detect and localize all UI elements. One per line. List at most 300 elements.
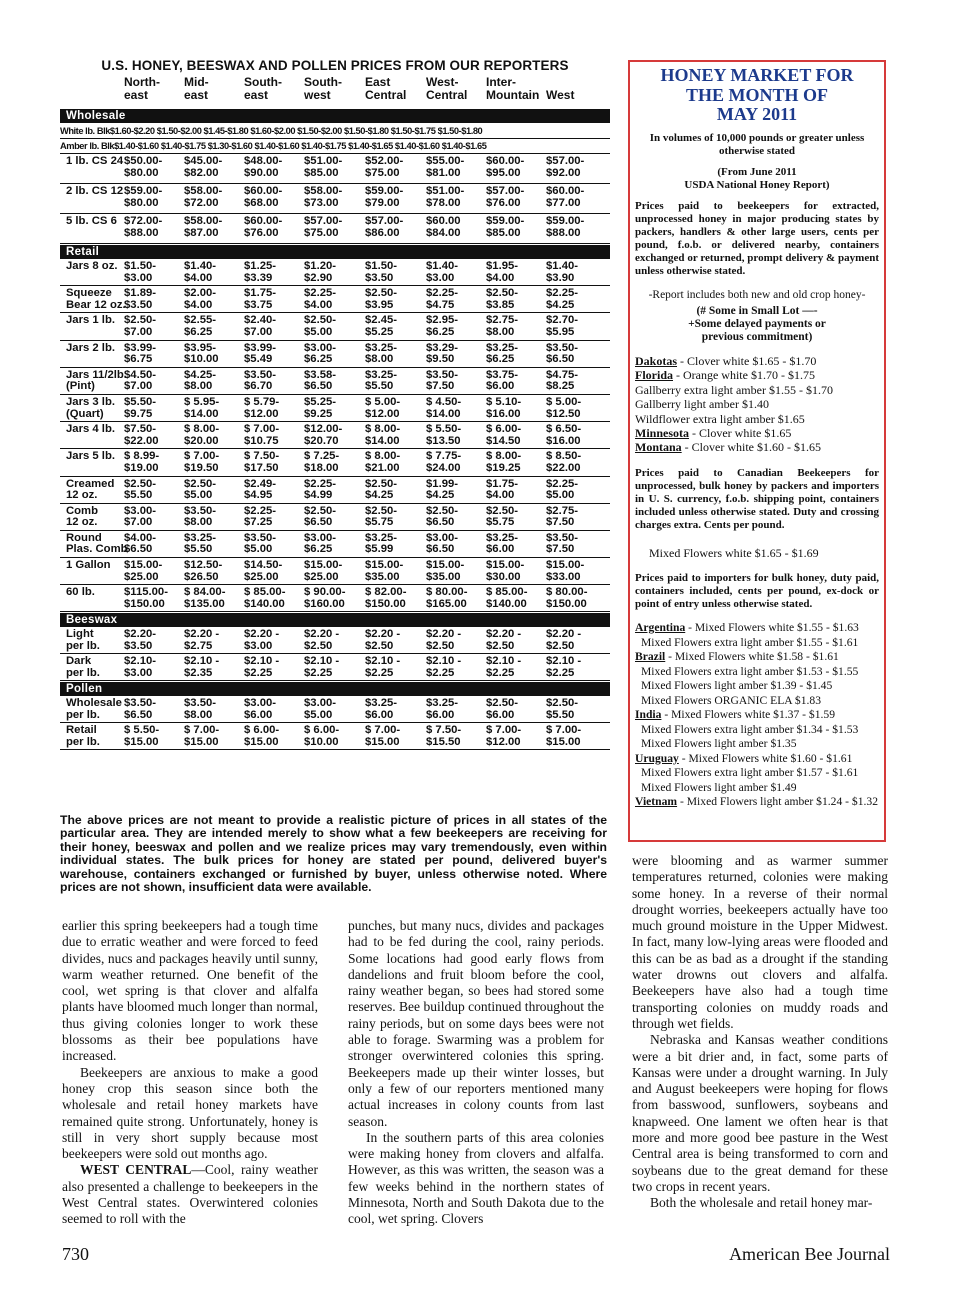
importer-prices-intro: Prices paid to importers for bulk honey, duty paid, containers included, cents per pound, ex-dock or point of entry unless otherwise stated.	[635, 572, 879, 611]
price-row	[60, 370, 610, 395]
wholesale-header: Wholesale	[60, 109, 610, 123]
price-cell: $ 5.79- $12.00	[244, 395, 280, 420]
region-label: east	[124, 87, 149, 102]
price-text: - Orange white $1.70 - $1.75	[673, 368, 815, 383]
price-cell: $2.40- $7.00	[244, 314, 277, 338]
price-cell: $2.25- $4.25	[546, 287, 579, 311]
paragraph	[62, 1162, 318, 1227]
market-title-line: MAY 2011	[716, 104, 798, 124]
region-header-row	[60, 76, 610, 106]
price-cell: $ 80.00- $150.00	[546, 586, 588, 610]
price-cell: $ 84.00- $135.00	[184, 586, 226, 610]
row-label: Retail per lb.	[66, 724, 100, 749]
paragraph: were blooming and as warmer summer temperatures returned, colonies were making some honey. In a reverse of their normal drought worries, beekeepers actually have too much ground moisture in the Upper Midwest. In fact, many low-lying areas were flooded and this can be as bad as a drought if the standing water drowns out clovers and alfalfa. Beekeepers have also had a tough time transporting colonies on muddy roads and through wet fields.	[632, 853, 888, 1031]
price-cell: $1.40- $4.00	[184, 260, 217, 284]
row-label: Squeeze Bear 12 oz.	[66, 287, 126, 311]
price-cell: $60.00- $95.00	[486, 155, 525, 179]
price-cell: $ 7.00- $15.00	[546, 724, 582, 749]
price-cell: $2.20 - $2.50	[486, 628, 522, 653]
row-label: Wholesale per lb.	[66, 697, 122, 722]
price-cell: $5.25- $9.25	[304, 395, 337, 420]
price-cell: $ 7.75- $24.00	[426, 450, 462, 474]
beeswax-header: Beeswax	[60, 613, 610, 627]
price-cell: $3.00- $6.25	[304, 531, 337, 556]
price-cell: $ 5.95- $14.00	[184, 395, 220, 420]
price-table-title: U.S. HONEY, BEESWAX AND POLLEN PRICES FROM OUR REPORTERS	[101, 58, 569, 73]
paragraph: Nebraska and Kansas weather conditions were a bit drier and, in fact, some parts of Kansas were under a drought warning. In July and August beekeepers were hoping for flows from basswood, sunflowers, soybeans and knapweed. One lament we often hear is that more and more good bee pasture in the West Central area is being transformed to corn and soybeans due to the great demand for these two crops in recent years.	[632, 1032, 888, 1194]
price-cell: $1.75- $4.00	[486, 477, 519, 502]
state-name: Dakotas	[635, 353, 678, 368]
price-row	[60, 698, 610, 723]
price-cell: $2.10- $3.00	[124, 655, 157, 680]
price-cell: $3.00- $6.25	[304, 341, 337, 366]
import-price-entry	[635, 781, 879, 796]
article-column-2	[348, 918, 604, 1228]
price-cell: $2.10 - $2.25	[546, 655, 582, 680]
us-prices-intro: Prices paid to beekeepers for extracted, unprocessed honey in major producing states by packers, handlers & other large users, cents per pound, f.o.b. or delivered nearby, containers exchanged or returned, prompt delivery & payment unless otherwise stated.	[635, 199, 879, 277]
us-price-entry	[635, 368, 879, 382]
price-text: Mixed Flowers extra light amber $1.53 - $1.55	[641, 664, 859, 678]
row-label: 1 Gallon	[66, 559, 111, 572]
price-cell: $ 6.00- $14.50	[486, 423, 522, 447]
us-price-entry	[635, 354, 879, 368]
canada-price-entry: Mixed Flowers white $1.65 - $1.69	[649, 545, 819, 560]
pollen-header: Pollen	[60, 682, 610, 696]
price-text: - Clover white $1.60 - $1.65	[681, 440, 821, 455]
import-price-entry	[635, 708, 879, 723]
price-cell: $58.00- $72.00	[184, 185, 223, 209]
region-label: east	[184, 87, 209, 102]
import-price-entry	[635, 752, 879, 767]
price-cell: $60.00 $84.00	[426, 215, 461, 239]
price-text: Gallberry extra light amber $1.55 - $1.70	[635, 382, 833, 397]
price-cell: $2.50- $5.00	[184, 477, 217, 502]
region-label	[546, 76, 574, 89]
canada-prices-intro: Prices paid to Canadian Beekeepers for unprocessed, bulk honey by packers and importers in U. S. currency, f.o.b. shipping point, containers included unless otherwise stated. Duty and crossing charges extra. Cents per pound.	[635, 466, 879, 531]
price-cell: $ 90.00- $160.00	[304, 586, 346, 610]
price-cell: $3.00- $6.00	[244, 697, 277, 722]
region-label: North-	[124, 75, 160, 89]
price-cell: $ 7.00- $19.50	[184, 450, 220, 474]
region-header	[124, 76, 160, 101]
price-cell: $3.25- $6.00	[365, 697, 398, 722]
price-cell: $60.00- $77.00	[546, 185, 585, 209]
region-label: Inter-	[486, 75, 516, 89]
region-header	[546, 76, 574, 101]
import-price-list	[635, 621, 879, 810]
price-text: - Mixed Flowers light amber $1.24 - $1.32	[677, 795, 879, 809]
price-cell: $59.00- $85.00	[486, 215, 525, 239]
price-cell: $2.10 - $2.25	[365, 655, 401, 680]
price-cell: $2.00- $4.00	[184, 287, 217, 311]
price-cell: $2.20 - $2.50	[546, 628, 582, 653]
price-cell: $ 4.50- $14.00	[426, 395, 462, 420]
price-cell: $3.25- $6.00	[426, 697, 459, 722]
price-cell: $ 8.50- $22.00	[546, 450, 582, 474]
price-cell: $72.00- $88.00	[124, 215, 163, 239]
price-cell: $15.00- $30.00	[486, 559, 525, 583]
us-price-entry	[635, 426, 879, 440]
price-cell: $ 6.50- $16.00	[546, 423, 582, 447]
price-cell: $2.50- $3.95	[365, 287, 398, 311]
row-label: Creamed 12 oz.	[66, 477, 115, 502]
country-name: India	[635, 708, 662, 722]
price-cell: $2.50- $5.75	[486, 504, 519, 529]
price-row	[60, 451, 610, 476]
price-cell: $2.10 - $2.25	[304, 655, 340, 680]
price-cell: $1.95- $4.00	[486, 260, 519, 284]
price-cell: $1.40- $3.00	[426, 260, 459, 284]
market-title-line: THE MONTH OF	[685, 84, 828, 105]
price-row	[60, 397, 610, 422]
row-label: Jars 4 lb.	[66, 423, 115, 436]
price-cell: $59.00- $80.00	[124, 185, 163, 209]
price-cell: $3.50- $6.50	[124, 697, 157, 722]
price-cell: $2.50- $6.50	[304, 504, 337, 529]
state-name: Montana	[635, 440, 682, 455]
price-cell: $2.25- $4.75	[426, 287, 459, 311]
price-text: Gallberry light amber $1.40	[635, 397, 769, 412]
import-price-entry	[635, 694, 879, 709]
price-cell: $3.50- $6.50	[546, 341, 579, 366]
price-cell: $2.50- $6.00	[486, 697, 519, 722]
honey-market-box	[628, 60, 886, 842]
us-price-list	[635, 354, 879, 455]
price-cell: $ 8.00- $14.00	[365, 423, 401, 447]
price-row	[60, 506, 610, 531]
price-cell: $3.00- $5.00	[304, 697, 337, 722]
price-cell: $3.25- $8.00	[365, 341, 398, 366]
paragraph: punches, but many nucs, divides and packages had to be fed during the cool, rainy periods. Some locations had good early flows from dandelions and fruit bloom before the cool, rainy weather began, so bees had stored some reserves. Bee buildup continued throughout the rainy periods, but on some days bees were not able to forage. Swarming was a problem for stronger overwintered colonies this spring. Beekeepers made up their winter losses, but only a few of our reporters mentioned many actual increases in colony counts from last season.	[348, 918, 604, 1129]
price-text: - Mixed Flowers white $1.58 - $1.61	[665, 650, 839, 664]
price-cell: $2.25- $4.00	[304, 287, 337, 311]
price-cell: $2.20 - $2.50	[304, 628, 340, 653]
price-cell: $2.50- $3.85	[486, 287, 519, 311]
state-name: Florida	[635, 368, 673, 383]
price-cell: $2.50- $4.25	[365, 477, 398, 502]
price-cell: $2.75- $7.50	[546, 504, 579, 529]
price-cell: $3.95- $10.00	[184, 341, 219, 366]
price-cell: $ 5.10- $16.00	[486, 395, 522, 420]
price-cell: $51.00- $85.00	[304, 155, 343, 179]
row-label: 2 lb. CS 12	[66, 185, 124, 197]
price-row	[60, 629, 610, 654]
price-cell: $15.00- $35.00	[365, 559, 404, 583]
price-row	[60, 315, 610, 340]
price-cell: $48.00- $90.00	[244, 155, 283, 179]
price-cell: $45.00- $82.00	[184, 155, 223, 179]
price-cell: $2.10 - $2.25	[244, 655, 280, 680]
price-cell: $60.00- $68.00	[244, 185, 283, 209]
price-text: - Mixed Flowers white $1.60 - $1.61	[678, 751, 853, 765]
row-label: Jars 5 lb.	[66, 450, 115, 463]
report-note: -Report includes both new and old crop honey-	[648, 288, 866, 301]
price-text: Mixed Flowers extra light amber $1.34 - $1.53	[641, 722, 859, 736]
price-cell: $1.40- $3.90	[546, 260, 579, 284]
region-label: east	[244, 87, 269, 102]
price-cell: $2.10 - $2.35	[184, 655, 220, 680]
delayed-note-2: previous commitment)	[701, 330, 813, 343]
price-cell: $1.50- $3.50	[365, 260, 398, 284]
price-cell: $1.20- $2.90	[304, 260, 337, 284]
price-cell: $2.50- $5.50	[124, 477, 157, 502]
import-price-entry	[635, 621, 879, 636]
price-cell: $3.25- $5.99	[365, 531, 398, 556]
price-cell: $3.25- $6.00	[486, 531, 519, 556]
price-row	[60, 587, 610, 612]
price-cell: $ 8.99- $19.00	[124, 450, 160, 474]
price-cell: $ 5.00- $12.00	[365, 395, 401, 420]
row-label: Dark per lb.	[66, 655, 100, 680]
us-price-entry	[635, 397, 879, 411]
price-cell: $1.89- $3.50	[124, 287, 157, 311]
price-row	[60, 261, 610, 286]
price-cell: $55.00- $81.00	[426, 155, 465, 179]
price-cell: $3.99- $6.75	[124, 341, 157, 366]
price-cell: $ 6.00- $15.00	[244, 724, 280, 749]
price-text: Mixed Flowers light amber $1.49	[641, 780, 797, 794]
price-text: Mixed Flowers light amber $1.35	[641, 737, 797, 751]
region-header	[365, 76, 406, 101]
region-label: West-	[426, 75, 459, 89]
price-cell: $ 5.50- $15.00	[124, 724, 160, 749]
price-cell: $59.00- $79.00	[365, 185, 404, 209]
price-cell: $ 7.00- $10.75	[244, 423, 280, 447]
region-label: South-	[304, 75, 342, 89]
price-cell: $51.00- $78.00	[426, 185, 465, 209]
region-label: Central	[426, 87, 468, 102]
price-cell: $ 82.00- $150.00	[365, 586, 407, 610]
price-cell: $ 85.00- $140.00	[486, 586, 528, 610]
price-cell: $7.50- $22.00	[124, 423, 159, 447]
row-label: Jars 1 lb.	[66, 314, 115, 327]
price-cell: $2.50- $6.50	[426, 504, 459, 529]
region-header	[304, 76, 342, 101]
price-text: - Mixed Flowers white $1.55 - $1.63	[685, 621, 859, 635]
price-cell: $2.55- $6.25	[184, 314, 217, 338]
price-cell: $2.25- $4.99	[304, 477, 337, 502]
row-label: 5 lb. CS 6	[66, 215, 117, 227]
price-cell: $2.10 - $2.25	[426, 655, 462, 680]
price-row	[60, 186, 610, 214]
price-cell: $2.25- $7.25	[244, 504, 277, 529]
price-cell: $ 7.25- $18.00	[304, 450, 340, 474]
paragraph: earlier this spring beekeepers had a tough time due to erratic weather and were forced to feed divides, nucs and packages heavily until sunny, warm weather returned. One benefit of the cool, wet spring is that clover and alfalfa plants have bloomed much longer than normal, thus giving colonies longer to work these blossoms as their bee populations have increased.	[62, 918, 318, 1064]
country-name: Argentina	[635, 621, 686, 635]
price-text: - Mixed Flowers white $1.37 - $1.59	[661, 708, 836, 722]
price-cell: $4.75- $8.25	[546, 368, 579, 393]
price-row	[60, 560, 610, 585]
small-lot-note: (# Some in Small Lot —-	[696, 304, 818, 317]
import-price-entry	[635, 665, 879, 680]
price-cell: $3.25- $6.25	[486, 341, 519, 366]
state-name: Minnesota	[635, 425, 689, 440]
price-cell: $3.50- $6.70	[244, 368, 277, 393]
region-header	[426, 76, 467, 101]
price-cell: $2.10 - $2.25	[486, 655, 522, 680]
price-cell: $115.00- $150.00	[124, 586, 168, 610]
price-row	[60, 533, 610, 558]
price-text: Mixed Flowers light amber $1.39 - $1.45	[641, 679, 833, 693]
price-cell: $2.50- $7.00	[124, 314, 157, 338]
price-cell: $1.99- $4.25	[426, 477, 459, 502]
price-cell: $2.20- $3.50	[124, 628, 157, 653]
price-cell: $ 7.00- $15.00	[365, 724, 401, 749]
row-label: Jars 8 oz.	[66, 260, 118, 272]
region-header	[244, 76, 282, 101]
price-cell: $57.00- $76.00	[486, 185, 525, 209]
price-table-note: The above prices are not meant to provide a realistic picture of prices in all states of the particular area. They are intended merely to show what a few beekeepers are receiving for their honey, beeswax and pollen and we realize prices may vary tremendously, even within individual states. The bulk prices for honey are stated per pound, delivered buyer's warehouse, containers exchanged or furnished by buyer, unless otherwise noted. Where prices are not shown, insufficient data were available.	[60, 813, 607, 895]
paragraph: Beekeepers are anxious to make a good honey crop this season since both the wholesale and retail honey markets have remained quite strong. Unfortunately, honey is still in very short supply because most beekeepers were sold out months ago.	[62, 1064, 318, 1162]
region-label: West	[546, 87, 575, 102]
import-price-entry	[635, 737, 879, 752]
price-cell: $ 8.00- $19.25	[486, 450, 522, 474]
import-price-entry	[635, 723, 879, 738]
price-cell: $2.50- $5.75	[365, 504, 398, 529]
price-cell: $60.00- $76.00	[244, 215, 283, 239]
delayed-note-1: +Some delayed payments or	[688, 317, 826, 330]
price-row	[60, 725, 610, 750]
region-label: Mountain	[486, 87, 540, 102]
source-line-1: (From June 2011	[717, 165, 797, 178]
import-price-entry	[635, 679, 879, 694]
row-label: Round Plas. Comb	[66, 531, 128, 556]
price-cell: $57.00- $75.00	[304, 215, 343, 239]
price-cell: $1.75- $3.75	[244, 287, 277, 311]
price-cell: $ 5.50- $13.50	[426, 423, 462, 447]
bulk-price-row: White lb. Blk$1.60-$2.20 $1.50-$2.00 $1.45-$1.80 $1.60-$2.00 $1.50-$2.00 $1.50-$1.80 $1.50-$1.75 $1.50-$1.80	[60, 124, 610, 139]
price-text: Mixed Flowers ORGANIC ELA $1.83	[641, 693, 822, 707]
price-cell: $3.50- $7.50	[426, 368, 459, 393]
price-cell: $12.00- $20.70	[304, 423, 343, 447]
market-box-title	[635, 66, 879, 125]
paragraph: In the southern parts of this area colonies were making honey from clovers and alfalfa. However, as this was written, the season was a few weeks behind in the northern states of Minnesota, North and South Dakota due to the cool, wet spring. Clovers	[348, 1129, 604, 1227]
price-cell: $ 7.00- $12.00	[486, 724, 522, 749]
price-row	[60, 656, 610, 681]
price-cell: $ 7.00- $15.00	[184, 724, 220, 749]
price-cell: $2.70- $5.95	[546, 314, 579, 338]
market-title-line: HONEY MARKET FOR	[660, 65, 854, 85]
price-row	[60, 424, 610, 449]
country-name: Vietnam	[635, 795, 678, 809]
price-cell: $4.25- $8.00	[184, 368, 217, 393]
row-label: Jars 11/2lb. (Pint)	[66, 368, 127, 393]
price-cell: $52.00- $75.00	[365, 155, 404, 179]
price-text: Mixed Flowers extra light amber $1.55 - $1.61	[641, 635, 859, 649]
price-cell: $12.50- $26.50	[184, 559, 223, 583]
us-price-entry	[635, 383, 879, 397]
price-cell: $50.00- $80.00	[124, 155, 163, 179]
region-label: Mid-	[184, 75, 209, 89]
price-cell: $3.29- $9.50	[426, 341, 459, 366]
country-name: Uruguay	[635, 751, 679, 765]
price-cell: $2.20 - $2.50	[365, 628, 401, 653]
price-table	[60, 108, 610, 750]
price-text: - Clover white $1.65	[689, 425, 792, 440]
price-row	[60, 156, 610, 184]
import-price-entry	[635, 766, 879, 781]
price-cell: $ 5.00- $12.50	[546, 395, 582, 420]
price-cell: $ 7.50- $15.50	[426, 724, 462, 749]
volumes-note: In volumes of 10,000 pounds or greater unless otherwise stated	[649, 131, 865, 157]
price-cell: $59.00- $88.00	[546, 215, 585, 239]
page-number: 730	[62, 1244, 89, 1264]
region-label: South-	[244, 75, 282, 89]
price-row	[60, 479, 610, 504]
price-cell: $ 80.00- $165.00	[426, 586, 468, 610]
price-cell: $ 8.00- $21.00	[365, 450, 401, 474]
import-price-entry	[635, 636, 879, 651]
import-price-entry	[635, 650, 879, 665]
row-label: Comb 12 oz.	[66, 504, 99, 529]
price-cell: $2.95- $6.25	[426, 314, 459, 338]
price-text: - Clover white $1.65 - $1.70	[677, 353, 817, 368]
price-cell: $2.20 - $3.00	[244, 628, 280, 653]
price-row	[60, 343, 610, 368]
row-label: Jars 2 lb.	[66, 341, 115, 354]
price-cell: $15.00- $33.00	[546, 559, 585, 583]
retail-header: Retail	[60, 245, 610, 259]
price-cell: $2.20 - $2.75	[184, 628, 220, 653]
region-header	[486, 76, 539, 101]
price-cell: $5.50- $9.75	[124, 395, 157, 420]
price-cell: $15.00- $25.00	[124, 559, 163, 583]
import-price-entry	[635, 795, 879, 810]
price-cell: $4.00- $6.50	[124, 531, 157, 556]
row-label: Jars 3 lb. (Quart)	[66, 395, 115, 420]
journal-name: American Bee Journal	[729, 1244, 890, 1264]
price-row	[60, 216, 610, 244]
paragraph: Both the wholesale and retail honey mar-	[650, 1195, 873, 1211]
price-cell: $3.25- $5.50	[184, 531, 217, 556]
price-cell: $14.50- $25.00	[244, 559, 283, 583]
price-cell: $3.50- $8.00	[184, 504, 217, 529]
price-cell: $3.00- $7.00	[124, 504, 157, 529]
price-cell: $ 8.00- $20.00	[184, 423, 220, 447]
region-header	[184, 76, 209, 101]
article-column-3	[632, 853, 888, 1212]
price-cell: $3.50- $7.50	[546, 531, 579, 556]
price-cell: $3.58- $6.50	[304, 368, 337, 393]
price-cell: $57.00- $86.00	[365, 215, 404, 239]
price-cell: $3.75- $6.00	[486, 368, 519, 393]
us-price-entry	[635, 440, 879, 454]
price-cell: $3.50- $5.00	[244, 531, 277, 556]
price-cell: $2.50- $5.00	[304, 314, 337, 338]
region-label: west	[304, 87, 331, 102]
row-label: 1 lb. CS 24	[66, 155, 124, 167]
price-cell: $3.25- $5.50	[365, 368, 398, 393]
us-price-entry	[635, 412, 879, 426]
row-label: Light per lb.	[66, 628, 100, 653]
region-label: Central	[365, 87, 407, 102]
price-cell: $ 6.00- $10.00	[304, 724, 340, 749]
region-label: East	[365, 75, 391, 89]
price-cell: $ 85.00- $140.00	[244, 586, 286, 610]
price-cell: $3.99- $5.49	[244, 341, 277, 366]
country-name: Brazil	[635, 650, 666, 664]
source-line-2: USDA National Honey Report)	[684, 178, 830, 191]
price-cell: $3.50- $8.00	[184, 697, 217, 722]
price-cell: $2.75- $8.00	[486, 314, 519, 338]
price-cell: $4.50- $7.00	[124, 368, 157, 393]
section-heading: WEST CENTRAL	[80, 1162, 192, 1178]
price-cell: $ 7.50- $17.50	[244, 450, 280, 474]
price-cell: $2.49- $4.95	[244, 477, 277, 502]
price-text: Wildflower extra light amber $1.65	[635, 411, 805, 426]
price-cell: $2.25- $5.00	[546, 477, 579, 502]
article-column-1	[62, 918, 318, 1228]
